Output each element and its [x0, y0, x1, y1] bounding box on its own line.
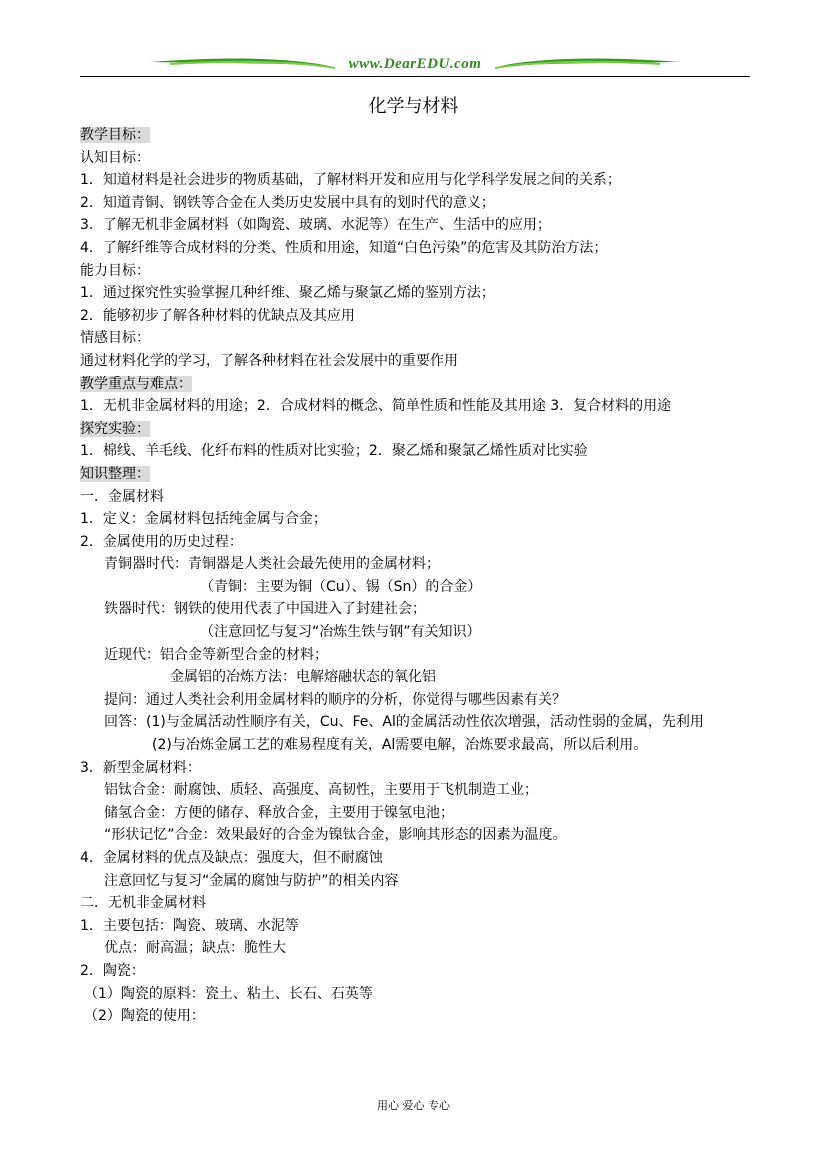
text-line: 4．金属材料的优点及缺点：强度大，但不耐腐蚀 — [80, 850, 383, 866]
text-line: 二．无机非金属材料 — [80, 895, 206, 912]
text-line: 3．新型金属材料： — [80, 759, 201, 776]
text-line: 1．无机非金属材料的用途；2．合成材料的概念、简单性质和性能及其用途 3．复合材料的用途 — [80, 398, 672, 415]
text-line: 1．通过探究性实验掌握几种纤维、聚乙烯与聚氯乙烯的鉴别方法； — [80, 285, 495, 302]
text-line: 金属铝的冶炼方法：电解熔融状态的氧化铝 — [170, 669, 436, 686]
page-footer: 用心 爱心 专心 — [377, 1099, 450, 1112]
text-line: （注意回忆与复习“冶炼生铁与钢”有关知识） — [200, 624, 481, 641]
text-line: 提问：通过人类社会利用金属材料的顺序的分析，你觉得与哪些因素有关？ — [104, 691, 566, 708]
text-line: 认知目标： — [80, 149, 150, 166]
text-line: 青铜器时代：青铜器是人类社会最先使用的金属材料； — [104, 556, 440, 573]
section-heading — [80, 124, 752, 147]
header-rule — [80, 76, 750, 77]
site-logo-text: www.DearEDU.com — [348, 56, 482, 72]
heading-text: 教学重点与难点： — [80, 375, 192, 392]
text-line: 1．知道材料是社会进步的物质基础，了解材料开发和应用与化学科学发展之间的关系； — [80, 172, 621, 189]
text-line: 2．陶瓷： — [80, 962, 145, 979]
heading-text: 探究实验： — [80, 420, 150, 437]
text-line: 2．金属使用的历史过程： — [80, 533, 243, 550]
text-line: 回答：(1)与金属活动性顺序有关，Cu、Fe、Al的金属活动性依次增强，活动性弱的金属，先利用 — [104, 714, 704, 731]
text-line: 铝钛合金：耐腐蚀、质轻、高强度、高韧性，主要用于飞机制造工业； — [104, 782, 538, 799]
text-line: 2．知道青铜、钢铁等合金在人类历史发展中具有的划时代的意义； — [80, 194, 495, 211]
section-heading — [80, 418, 752, 441]
text-line: 1．棉线、羊毛线、化纤布料的性质对比实验；2．聚乙烯和聚氯乙烯性质对比实验 — [80, 443, 588, 460]
page-title: 化学与材料 — [368, 96, 459, 117]
text-line: 能力目标： — [80, 262, 150, 279]
text-line: 近现代：铝合金等新型合金的材料； — [104, 646, 328, 663]
text-line: （1）陶瓷的原料：瓷土、粘土、长石、石英等 — [84, 985, 373, 1002]
text-line: (2)与冶炼金属工艺的难易程度有关，Al需要电解，冶炼要求最高，所以后利用。 — [152, 737, 648, 754]
text-line: 情感目标： — [80, 330, 150, 347]
text-line: 优点：耐高温；缺点：脆性大 — [104, 940, 286, 957]
text-line: 通过材料化学的学习，了解各种材料在社会发展中的重要作用 — [80, 352, 458, 369]
text-line: 储氢合金：方便的储存、释放合金，主要用于镍氢电池； — [104, 804, 454, 821]
text-line: 3．了解无机非金属材料（如陶瓷、玻璃、水泥等）在生产、生活中的应用； — [80, 217, 551, 234]
page-header — [80, 52, 750, 78]
text-line: （青铜：主要为铜（Cu）、锡（Sn）的合金） — [200, 578, 482, 595]
text-line: 1．定义：金属材料包括纯金属与合金； — [80, 511, 327, 528]
text-line: 1．主要包括：陶瓷、玻璃、水泥等 — [80, 917, 299, 934]
section-heading — [80, 373, 752, 396]
text-line: 注意回忆与复习“金属的腐蚀与防护”的相关内容 — [104, 872, 399, 889]
document-body — [80, 124, 752, 1028]
text-line: 铁器时代：钢铁的使用代表了中国进入了封建社会； — [104, 601, 426, 618]
text-line: 2．能够初步了解各种材料的优缺点及其应用 — [80, 307, 355, 324]
text-line: “形状记忆”合金：效果最好的合金为镍钛合金，影响其形态的因素为温度。 — [104, 827, 567, 844]
text-line: 一．金属材料 — [80, 488, 164, 505]
text-line: 4．了解纤维等合成材料的分类、性质和用途，知道“白色污染”的危害及其防治方法； — [80, 239, 608, 256]
text-line: （2）陶瓷的使用： — [84, 1008, 205, 1025]
heading-text: 知识整理： — [80, 465, 150, 482]
heading-text: 教学目标： — [80, 127, 150, 143]
section-heading — [80, 463, 752, 486]
